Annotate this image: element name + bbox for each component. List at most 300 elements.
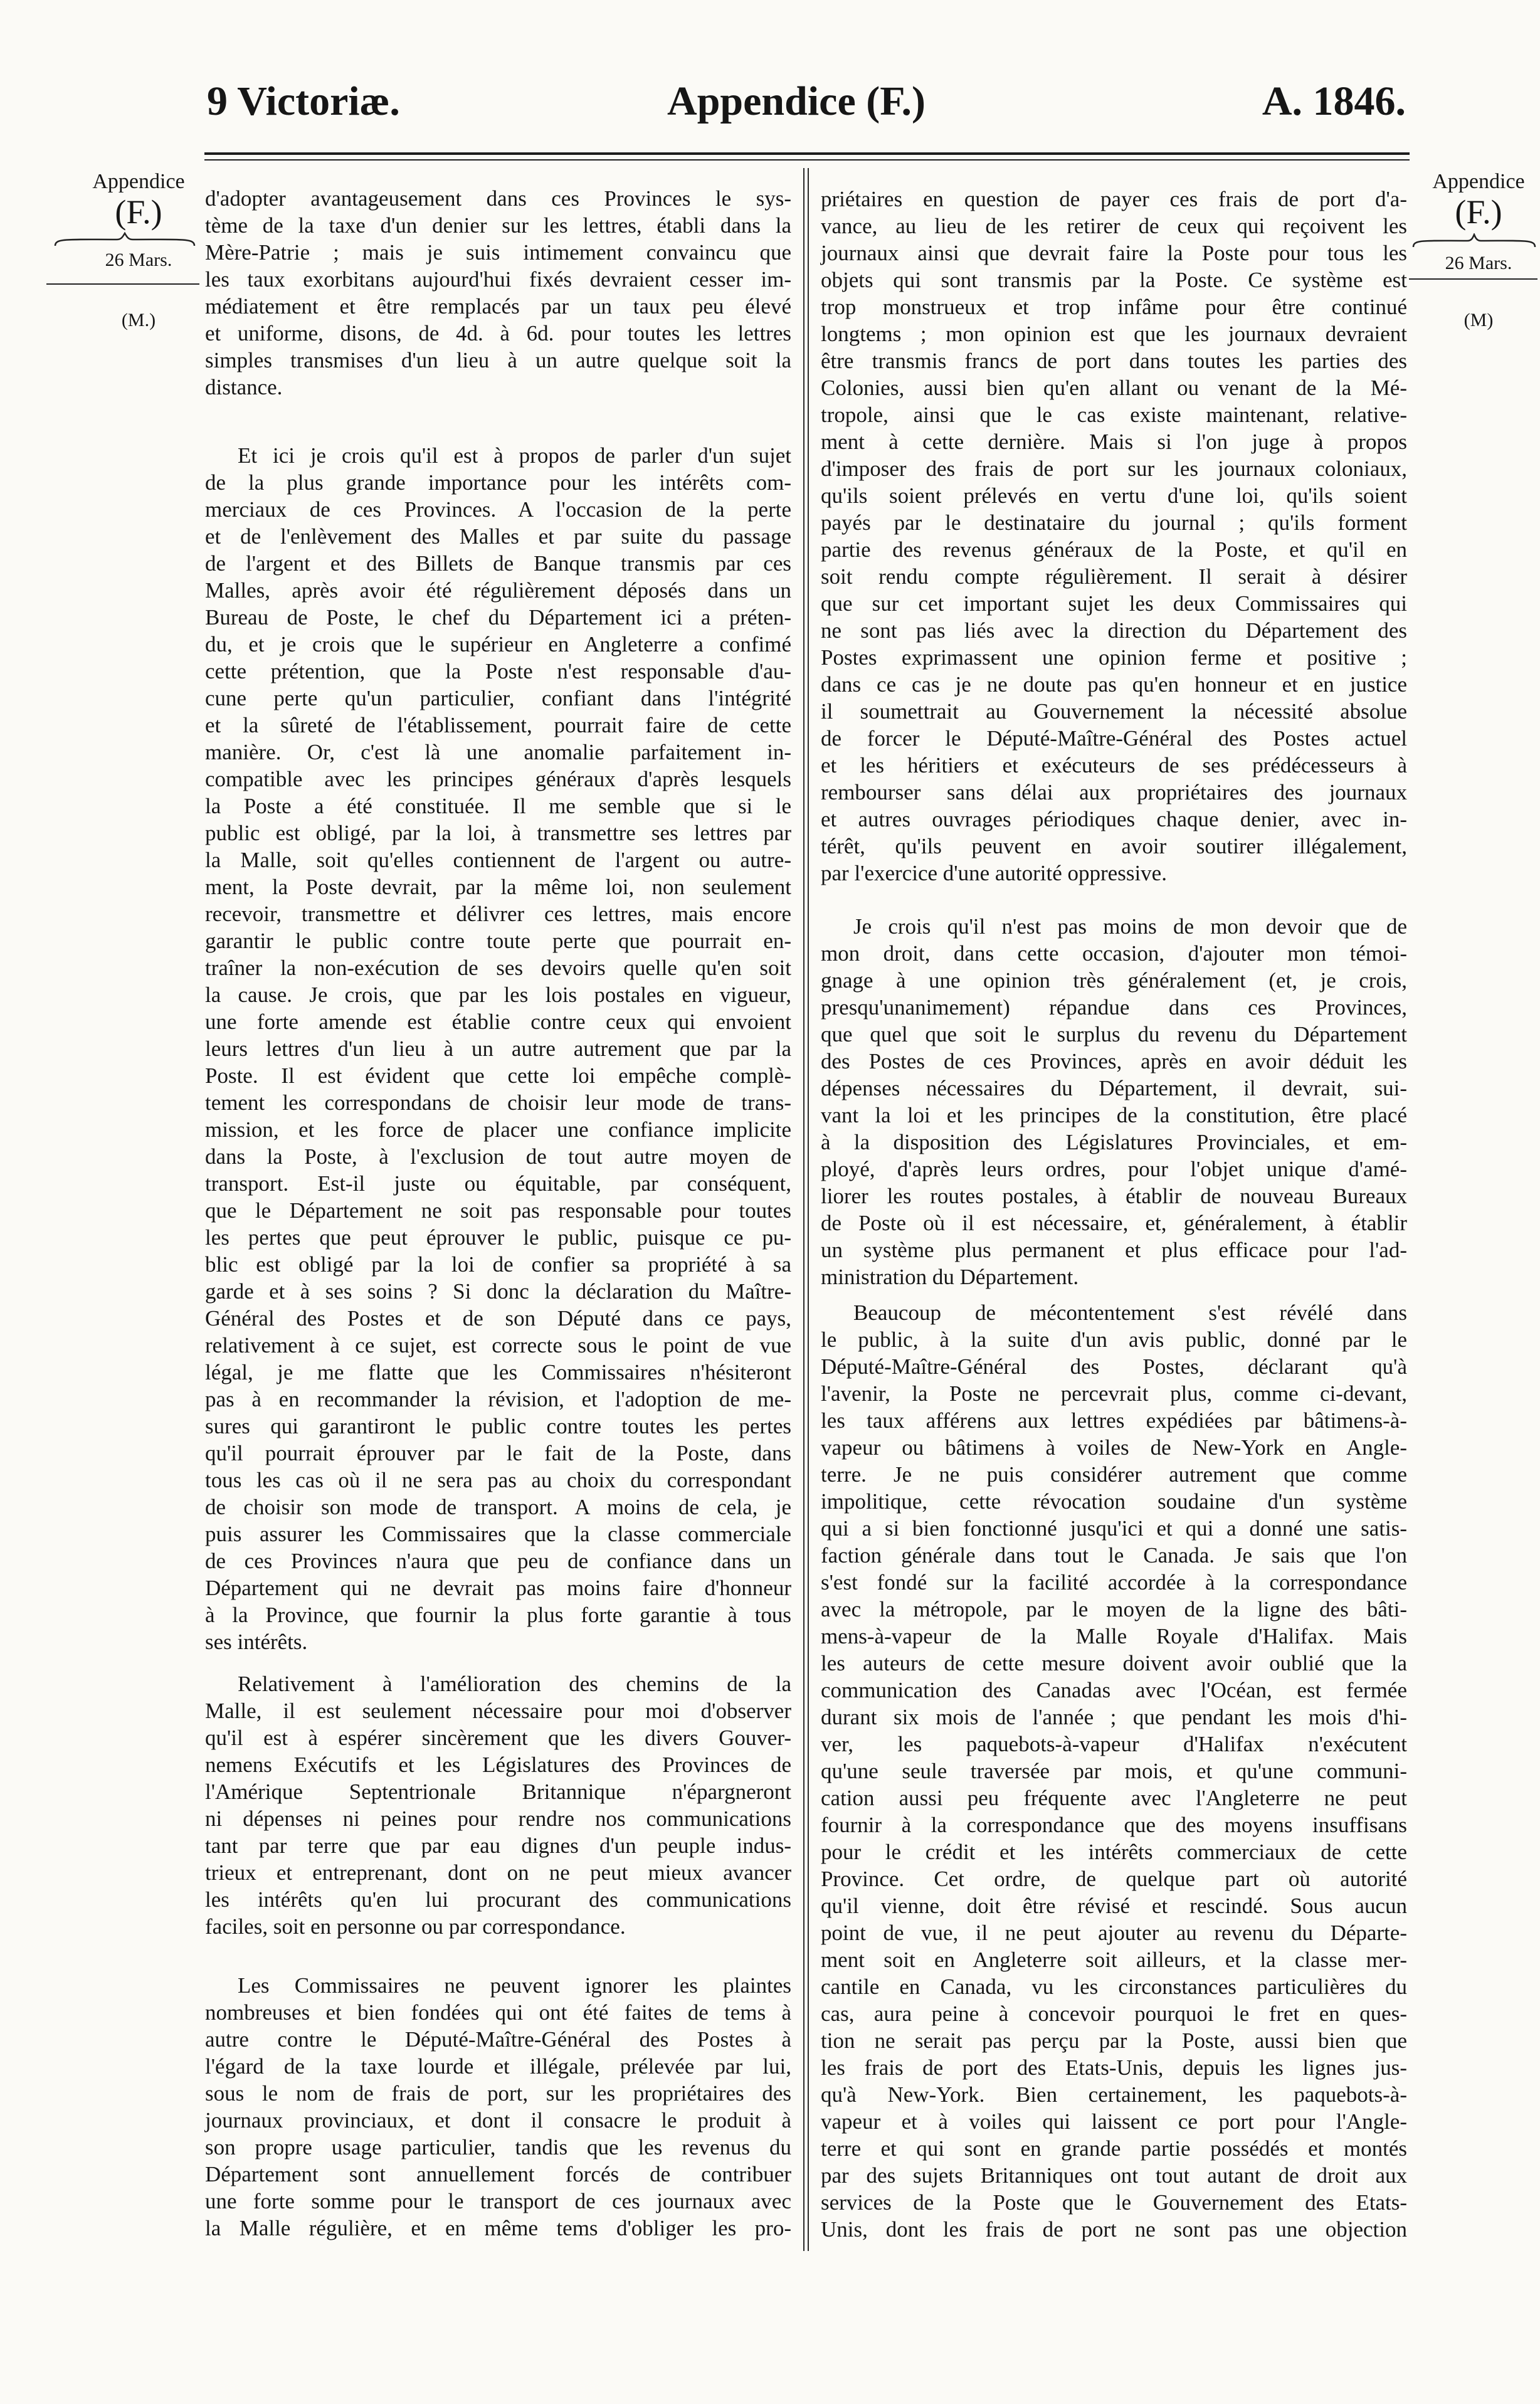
text-line [821, 563, 1408, 590]
margin-right-date: 26 Mars. [1445, 253, 1512, 273]
text-line-content: Beaucoup de mécontentement s'est révélé dans [853, 1300, 1407, 1325]
text-line-content: sous le nom de frais de port, sur les propriétaires des [205, 2081, 791, 2106]
text-line [821, 1021, 1408, 1048]
text-line-content: puis assurer les Commissaires que la classe commerciale [205, 1522, 791, 1546]
text-line-content: le public, à la suite d'un avis public, donné par le [821, 1327, 1407, 1352]
text-line-content: les taux afférens aux lettres expédiées par bâtimens-à- [821, 1408, 1407, 1433]
text-line [205, 1251, 792, 1278]
text-line [205, 577, 792, 604]
text-line-content: et de l'enlèvement des Malles et par suite du passage [205, 524, 791, 549]
text-line-content: que sur cet important sujet les deux Commissaires qui [821, 591, 1407, 616]
text-line-content: les pertes que peut éprouver le public, puisque ce pu- [205, 1225, 791, 1250]
text-line [821, 1407, 1408, 1434]
text-line [205, 550, 792, 577]
text-line-content: longtems ; mon opinion est que les journaux devraient [821, 322, 1407, 346]
text-line-content: une forte somme pour le transport de ces journaux avec [205, 2189, 791, 2213]
text-line [821, 1434, 1408, 1461]
text-line-content: Colonies, aussi bien qu'en allant ou venant de la Mé- [821, 376, 1407, 400]
text-line [821, 994, 1408, 1021]
text-line [821, 482, 1408, 509]
text-line [205, 2107, 792, 2134]
text-line-content: qu'il vienne, doit être révisé et rescindé. Sous aucun [821, 1894, 1407, 1918]
text-line-content: être transmis francs de port dans toutes les parties des [821, 349, 1407, 373]
text-line [205, 1089, 792, 1116]
text-line-content: qu'une seule traversée par mois, et qu'une communi- [821, 1759, 1407, 1783]
text-line-content: sures qui garantiront le public contre toutes les pertes [205, 1414, 791, 1438]
text-line-content: autre contre le Député-Maître-Général des Postes à [205, 2027, 791, 2052]
text-line-content: relativement à ce sujet, est correcte sous le point de vue [205, 1333, 791, 1358]
text-line [205, 1116, 792, 1143]
text-line [821, 1183, 1408, 1210]
text-line [821, 2108, 1408, 2135]
text-line-content: par l'exercice d'une autorité oppressive. [821, 861, 1167, 885]
paragraph [205, 185, 792, 401]
text-line [821, 1129, 1408, 1156]
margin-right-brace-ornament [1412, 233, 1536, 248]
text-line [821, 590, 1408, 617]
text-line-content: leurs lettres d'un lieu à un autre autrement que par la [205, 1036, 791, 1061]
text-line-content: garde et à ses soins ? Si donc la déclaration du Maître- [205, 1279, 791, 1304]
paragraph [205, 442, 792, 1655]
text-line [821, 833, 1408, 860]
margin-right-sub: (M) [1464, 310, 1494, 330]
text-line [821, 2189, 1408, 2216]
text-line-content: journaux provinciaux, et dont il consacre le produit à [205, 2108, 791, 2132]
text-line-content: ver, les paquebots-à-vapeur d'Halifax n'exécutent [821, 1732, 1407, 1756]
text-line [821, 1569, 1408, 1596]
text-line [205, 1494, 792, 1521]
text-line [205, 846, 792, 873]
text-line [821, 347, 1408, 374]
text-line-content: pas à en recommander la révision, et l'adoption de me- [205, 1387, 791, 1411]
text-line [205, 820, 792, 846]
text-line-content: objets qui sont transmis par la Poste. Ce système est [821, 268, 1407, 292]
text-line-content: de l'argent et des Billets de Banque transmis par ces [205, 551, 791, 576]
text-line [205, 604, 792, 631]
text-line [821, 1865, 1408, 1892]
text-line [205, 1332, 792, 1359]
text-line [205, 793, 792, 820]
text-line-content: des Postes de ces Provinces, après en avoir déduit les [821, 1049, 1407, 1073]
text-line [821, 1353, 1408, 1380]
margin-left-brace-ornament [54, 232, 196, 247]
paragraph [821, 1299, 1408, 2243]
text-line-content: compatible avec les principes généraux d'après lesquels [205, 767, 791, 791]
text-line [205, 1467, 792, 1494]
text-line [821, 1488, 1408, 1515]
text-line-content: mission, et les force de placer une confiance implicite [205, 1117, 791, 1142]
text-line-content: traîner la non-exécution de ses devoirs quelle qu'en soit [205, 956, 791, 980]
text-line-content: journaux ainsi que devrait faire la Poste pour tous les [821, 241, 1407, 265]
text-line [205, 873, 792, 900]
text-line [205, 1601, 792, 1628]
text-line [821, 940, 1408, 967]
text-line [205, 1859, 792, 1886]
text-line [205, 185, 792, 212]
text-line-content: simples transmises d'un lieu à un autre quelque soit la [205, 348, 791, 372]
text-line-content: Malles, après avoir été régulièrement déposés dans un [205, 578, 791, 603]
text-line [821, 1156, 1408, 1183]
text-line [205, 2134, 792, 2161]
margin-right-rule [1409, 278, 1537, 280]
text-line [821, 1946, 1408, 1973]
text-line [205, 927, 792, 954]
text-line-content: qu'il est à espérer sincèrement que les divers Gouver- [205, 1726, 791, 1750]
paragraph [205, 1972, 792, 2242]
text-line [821, 1515, 1408, 1542]
text-line [205, 1062, 792, 1089]
text-line [205, 1413, 792, 1440]
text-line-content: impolitique, cette révocation soudaine d'un système [821, 1489, 1407, 1514]
text-line [821, 401, 1408, 428]
text-line-content: de Poste où il est nécessaire, et, généralement, à établir [821, 1211, 1407, 1235]
text-line-content: Relativement à l'amélioration des chemins de la [238, 1672, 791, 1696]
text-line [821, 266, 1408, 293]
text-line [205, 1886, 792, 1913]
text-line [821, 860, 1408, 887]
text-line [821, 779, 1408, 806]
text-line [821, 698, 1408, 725]
text-line-content: de la plus grande importance pour les intérêts com- [205, 470, 791, 495]
text-line-content: d'imposer des frais de port sur les journaux coloniaux, [821, 456, 1407, 481]
text-line [821, 967, 1408, 994]
text-line-content: qu'ils soient prélevés en vertu d'une loi, qu'ils soient [821, 483, 1407, 508]
text-line-content: garantir le public contre toute perte que pourrait en- [205, 929, 791, 953]
text-line [205, 2080, 792, 2107]
text-line-content: un système plus permanent et plus efficace pour l'ad- [821, 1238, 1407, 1262]
text-line-content: d'adopter avantageusement dans ces Provinces le sys- [205, 186, 791, 211]
text-line-content: qu'à New-York. Bien certainement, les paquebots-à- [821, 2082, 1407, 2107]
text-line [821, 1075, 1408, 1102]
text-line-content: partie des revenus généraux de la Poste, et qu'il en [821, 537, 1407, 562]
text-line-content: dans ce cas je ne doute pas qu'en honneur et en justice [821, 672, 1407, 697]
text-line-content: Bureau de Poste, le chef du Département ici a préten- [205, 605, 791, 630]
text-line-content: ne sont pas liés avec la direction du Département des [821, 618, 1407, 643]
text-line [821, 1380, 1408, 1407]
text-line-content: ni dépenses ni peines pour rendre nos communications [205, 1806, 791, 1831]
text-line-content: cune perte qu'un particulier, confiant dans l'intégrité [205, 686, 791, 710]
text-line-content: soit rendu compte régulièrement. Il serait à désirer [821, 564, 1407, 589]
text-line-content: Département sont annuellement forcés de contribuer [205, 2162, 791, 2186]
text-line-content: ment à cette dernière. Mais si l'on juge à propos [821, 430, 1407, 454]
text-line-content: Et ici je crois qu'il est à propos de parler d'un sujet [238, 443, 791, 468]
text-line-content: qu'il pourrait éprouver par le fait de la Poste, dans [205, 1441, 791, 1465]
text-line-content: Général des Postes et de son Député dans ce pays, [205, 1306, 791, 1331]
text-line [821, 1236, 1408, 1263]
text-line [821, 1623, 1408, 1650]
text-line [205, 1972, 792, 1999]
text-line [205, 320, 792, 347]
text-line-content: de choisir son mode de transport. A moins de cela, je [205, 1495, 791, 1519]
text-line [821, 1811, 1408, 1838]
text-line [205, 523, 792, 550]
text-line [205, 1521, 792, 1547]
text-line-content: recevoir, transmettre et délivrer ces lettres, mais encore [205, 902, 791, 926]
margin-right-appendix: Appendice [1432, 170, 1525, 193]
text-line-content: térêt, qu'ils peuvent en avoir soutirer illégalement, [821, 834, 1407, 858]
text-line-content: Mère-Patrie ; mais je suis intimement convaincu que [205, 240, 791, 265]
text-line-content: cation aussi peu fréquente avec l'Angleterre ne peut [821, 1786, 1407, 1810]
text-line [205, 1805, 792, 1832]
text-line-content: Député-Maître-Général des Postes, déclarant qu'à [821, 1354, 1407, 1379]
text-line [205, 1751, 792, 1778]
text-line-content: priétaires en question de payer ces frais de port d'a- [821, 187, 1407, 211]
text-line-content: dépenses nécessaires du Département, il devrait, sui- [821, 1076, 1407, 1100]
text-line-content: son propre usage particulier, tandis que les revenus du [205, 2135, 791, 2159]
paragraph [821, 913, 1408, 1290]
text-line-content: Province. Cet ordre, de quelque part où autorité [821, 1867, 1407, 1891]
text-line [821, 1731, 1408, 1758]
text-line [821, 2000, 1408, 2027]
text-line [205, 1305, 792, 1332]
text-line-content: de forcer le Député-Maître-Général des Postes actuel [821, 726, 1407, 751]
text-line-content: à la disposition des Législatures Provinciales, et em- [821, 1130, 1407, 1154]
text-line [821, 913, 1408, 940]
text-line [821, 1838, 1408, 1865]
text-line [821, 1542, 1408, 1569]
text-line [205, 266, 792, 293]
text-line [821, 455, 1408, 482]
text-line [205, 212, 792, 239]
text-line [205, 1440, 792, 1467]
text-line [821, 1758, 1408, 1785]
text-line-content: liorer les routes postales, à établir de nouveau Bureaux [821, 1184, 1407, 1208]
text-line [205, 954, 792, 981]
text-line-content: vant la loi et les principes de la constitution, être placé [821, 1103, 1407, 1127]
text-line-content: presqu'unanimement) répandue dans ces Provinces, [821, 995, 1407, 1020]
text-line-content: avec la métropole, par le moyen de la ligne des bâti- [821, 1597, 1407, 1621]
text-line-content: Je crois qu'il n'est pas moins de mon devoir que de [853, 914, 1407, 939]
text-line-content: du, et je crois que le supérieur en Angleterre a confimé [205, 632, 791, 656]
text-line-content: cette prétention, que la Poste n'est responsable d'au- [205, 659, 791, 683]
text-line [821, 1973, 1408, 2000]
text-line [821, 293, 1408, 320]
text-line-content: ses intérêts. [205, 1630, 308, 1654]
text-line-content: trop monstrueux et trop infâme pour être continué [821, 295, 1407, 319]
text-line [205, 2026, 792, 2053]
text-line-content: les intérêts qu'en lui procurant des communications [205, 1887, 791, 1912]
right-column [821, 0, 1408, 2404]
text-line [821, 1263, 1408, 1290]
text-line [821, 1677, 1408, 1704]
text-line-content: dans la Poste, à l'exclusion de tout autre moyen de [205, 1144, 791, 1169]
text-line [205, 496, 792, 523]
text-line [205, 442, 792, 469]
text-line-content: nombreuses et bien fondées qui ont été faites de tems à [205, 2000, 791, 2025]
text-line-content: tous les cas où il ne sera pas au choix du correspondant [205, 1468, 791, 1492]
text-line-content: la Poste a été constituée. Il me semble que si le [205, 794, 791, 818]
text-line [821, 2081, 1408, 2108]
text-line-content: mon droit, dans cette occasion, d'ajouter mon témoi- [821, 941, 1407, 966]
header-session: 9 Victoriæ. [207, 78, 400, 124]
text-line-content: légal, je me flatte que les Commissaires n'hésiteront [205, 1360, 791, 1384]
text-line [821, 1461, 1408, 1488]
text-line [821, 671, 1408, 698]
text-line [205, 1999, 792, 2026]
text-line-content: Poste. Il est évident que cette loi empêche complè- [205, 1063, 791, 1088]
text-line-content: tion ne serait pas perçu par la Poste, aussi bien que [821, 2028, 1407, 2053]
text-line-content: les auteurs de cette mesure doivent avoir oublié que la [821, 1651, 1407, 1675]
text-line [821, 2162, 1408, 2189]
text-line-content: point de vue, il ne peut ajouter au revenu du Départe- [821, 1921, 1407, 1945]
text-line [205, 1170, 792, 1197]
text-line [821, 1299, 1408, 1326]
text-line-content: terre et qui sont en grande partie possédés et montés [821, 2136, 1407, 2161]
text-line-content: trieux et entreprenant, dont on ne peut mieux avancer [205, 1860, 791, 1885]
text-line [205, 1143, 792, 1170]
text-line-content: cantile en Canada, vu les circonstances particulières du [821, 1974, 1407, 1999]
paragraph [205, 1670, 792, 1940]
text-line [821, 1892, 1408, 1919]
text-line [205, 1913, 792, 1940]
text-line-content: mens-à-vapeur de la Malle Royale d'Halifax. Mais [821, 1624, 1407, 1648]
text-line-content: il soumettrait au Gouvernement la nécessité absolue [821, 699, 1407, 724]
text-line-content: vapeur et à voiles qui laissent ce port pour l'Angle- [821, 2109, 1407, 2134]
text-line-content: ment, la Poste devrait, par la même loi, non seulement [205, 875, 791, 899]
text-line-content: services de la Poste que le Gouvernement des Etats- [821, 2190, 1407, 2215]
text-line-content: nemens Exécutifs et les Législatures des Provinces de [205, 1753, 791, 1777]
text-line [205, 1724, 792, 1751]
text-line [821, 320, 1408, 347]
text-line-content: manière. Or, c'est là une anomalie parfaitement in- [205, 740, 791, 764]
text-line-content: pour le crédit et les intérêts commerciaux de cette [821, 1840, 1407, 1864]
text-line [821, 1102, 1408, 1129]
text-line [205, 374, 792, 401]
text-line [821, 644, 1408, 671]
text-line-content: fournir à la correspondance que des moyens insuffisans [821, 1813, 1407, 1837]
text-line [821, 617, 1408, 644]
text-line-content: tropole, ainsi que le cas existe maintenant, relative- [821, 403, 1407, 427]
text-line-content: durant six mois de l'année ; que pendant les mois d'hi- [821, 1705, 1407, 1729]
text-line-content: les taux exorbitans aujourd'hui fixés devraient cesser im- [205, 267, 791, 292]
text-line [821, 1210, 1408, 1236]
text-line [205, 1697, 792, 1724]
text-line [205, 239, 792, 266]
text-line-content: l'avenir, la Poste ne percevrait plus, comme ci-devant, [821, 1381, 1407, 1406]
text-line-content: terre. Je ne puis considérer autrement que comme [821, 1462, 1407, 1487]
text-line [821, 1326, 1408, 1353]
text-line-content: vance, au lieu de les retirer de ceux qui reçoivent les [821, 214, 1407, 238]
text-line-content: les frais de port des Etats-Unis, depuis les lignes jus- [821, 2055, 1407, 2080]
text-line-content: Département qui ne devrait pas moins faire d'honneur [205, 1576, 791, 1600]
text-line-content: ployé, d'après leurs ordres, pour l'objet unique d'amé- [821, 1157, 1407, 1181]
text-line-content: cas, aura peine à concevoir pourquoi le fret en ques- [821, 2001, 1407, 2026]
header-appendix-title: Appendice (F.) [667, 78, 926, 124]
text-line [205, 1224, 792, 1251]
text-line-content: blic est obligé par la loi de confier sa propriété à sa [205, 1252, 791, 1277]
text-line [821, 725, 1408, 752]
text-line-content: et la sûreté de l'établissement, pourrait faire de cette [205, 713, 791, 737]
text-line [205, 1832, 792, 1859]
text-line-content: transport. Est-il juste ou équitable, par conséquent, [205, 1171, 791, 1196]
text-line-content: la Malle régulière, et en même tems d'obliger les pro- [205, 2216, 791, 2240]
text-line-content: s'est fondé sur la facilité accordée à la correspondance [821, 1570, 1407, 1595]
text-line-content: qui a si bien fonctionné jusqu'ici et qui a donné une satis- [821, 1516, 1407, 1541]
text-line-content: gnage à une opinion très généralement (et, je crois, [821, 968, 1407, 993]
text-line [205, 685, 792, 712]
text-line [821, 1704, 1408, 1731]
text-line-content: que quel que soit le surplus du revenu du Département [821, 1022, 1407, 1046]
text-line [205, 712, 792, 739]
text-line [205, 1008, 792, 1035]
text-line-content: médiatement et être remplacés par un taux peu élevé [205, 294, 791, 319]
text-line [205, 1359, 792, 1386]
column-separator [808, 168, 809, 2251]
text-line [205, 739, 792, 766]
text-line [821, 1596, 1408, 1623]
text-line [205, 2053, 792, 2080]
text-line [821, 1785, 1408, 1811]
text-line-content: Malle, il est seulement nécessaire pour moi d'observer [205, 1699, 791, 1723]
text-line [821, 186, 1408, 213]
text-line-content: Unis, dont les frais de port ne sont pas une objection [821, 2217, 1407, 2242]
text-line-content: faciles, soit en personne ou par correspondance. [205, 1914, 626, 1939]
text-line [821, 2216, 1408, 2243]
text-line [821, 509, 1408, 536]
text-line-content: la cause. Je crois, que par les lois postales en vigueur, [205, 983, 791, 1007]
text-line [205, 1547, 792, 1574]
text-line [205, 766, 792, 793]
text-line [821, 1048, 1408, 1075]
column-separator [803, 168, 804, 2251]
text-line-content: ministration du Département. [821, 1265, 1079, 1289]
margin-left-rule [46, 283, 199, 285]
text-line [821, 2054, 1408, 2081]
text-line [821, 2027, 1408, 2054]
text-line-content: merciaux de ces Provinces. A l'occasion de la perte [205, 497, 791, 522]
text-line [205, 900, 792, 927]
text-line-content: tement les correspondans de choisir leur mode de trans- [205, 1090, 791, 1115]
text-line [821, 213, 1408, 240]
text-line-content: de ces Provinces n'aura que peu de confiance dans un [205, 1549, 791, 1573]
text-line-content: et autres ouvrages périodiques chaque denier, avec in- [821, 807, 1407, 831]
text-line-content: faction générale dans tout le Canada. Je sais que l'on [821, 1543, 1407, 1568]
text-line [821, 374, 1408, 401]
paragraph [821, 186, 1408, 887]
text-line [205, 1628, 792, 1655]
margin-left-sub: (M.) [121, 310, 156, 330]
text-line [205, 1278, 792, 1305]
margin-left-date: 26 Mars. [105, 250, 172, 270]
text-line-content: ment soit en Angleterre soit ailleurs, et la classe mer- [821, 1948, 1407, 1972]
text-line [205, 1035, 792, 1062]
text-line-content: l'Amérique Septentrionale Britannique n'épargneront [205, 1779, 791, 1804]
text-line-content: tant par terre que par eau dignes d'un peuple indus- [205, 1833, 791, 1858]
margin-left-appendix: Appendice [92, 170, 185, 193]
text-line-content: tème de la taxe d'un denier sur les lettres, établi dans la [205, 213, 791, 238]
text-line-content: payés par le destinataire du journal ; qu'ils forment [821, 510, 1407, 535]
text-line [205, 981, 792, 1008]
text-line-content: et uniforme, disons, de 4d. à 6d. pour toutes les lettres [205, 321, 791, 345]
text-line-content: rembourser sans délai aux propriétaires des journaux [821, 780, 1407, 804]
header-year: A. 1846. [1262, 78, 1406, 124]
left-column [205, 0, 792, 2404]
margin-right-letter: (F.) [1455, 193, 1502, 231]
text-line [821, 428, 1408, 455]
text-line-content: que le Département ne soit pas responsable pour toutes [205, 1198, 791, 1223]
text-line [821, 1919, 1408, 1946]
text-line [205, 293, 792, 320]
text-line [205, 347, 792, 374]
text-line [821, 240, 1408, 266]
text-line [205, 1197, 792, 1224]
text-line-content: vapeur ou bâtimens à voiles de New-York en Angle- [821, 1435, 1407, 1460]
text-line-content: l'égard de la taxe lourde et illégale, prélevée par lui, [205, 2054, 791, 2079]
text-line [821, 752, 1408, 779]
margin-left-letter: (F.) [115, 193, 162, 231]
text-line-content: la Malle, soit qu'elles contiennent de l'argent ou autre- [205, 848, 791, 872]
text-line [821, 2135, 1408, 2162]
